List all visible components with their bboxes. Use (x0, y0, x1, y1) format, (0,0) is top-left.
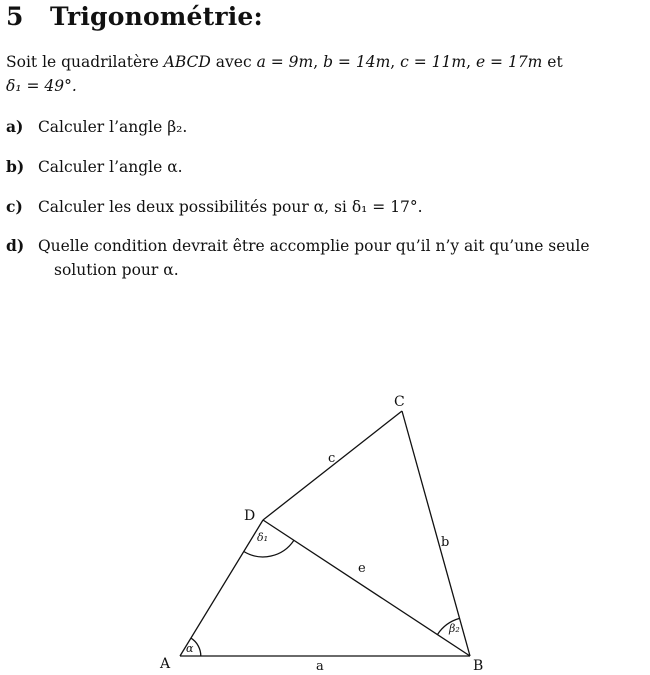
question-label: d) (6, 236, 25, 255)
question-label: a) (6, 117, 24, 136)
problem-statement: Soit le quadrilatère ABCD avec a = 9m, b = 14m, c = 11m, e = 17m et δ₁ = 49°. (6, 53, 563, 95)
vertex-b-label: B (473, 658, 484, 674)
vertex-d-label: D (244, 508, 256, 524)
question-text: Calculer les deux possibilités pour α, si δ₁ = 17°. (37, 198, 423, 216)
vertex-c-label: C (394, 394, 405, 410)
angle-beta2-label: β₂ (449, 622, 460, 635)
question-text-continued: solution pour α. (54, 261, 179, 279)
side-e-label: e (358, 561, 366, 576)
side-a-label: a (316, 659, 324, 674)
side-bc (402, 411, 470, 656)
value-e: e = 17m (475, 53, 543, 71)
quad-name: ABCD (163, 53, 211, 71)
value-c: c = 11m (400, 53, 467, 71)
question-text: Calculer l’angle α. (37, 158, 183, 176)
question-label: c) (6, 197, 23, 216)
question-label: b) (6, 157, 25, 176)
angle-arc-delta1 (244, 540, 294, 557)
side-b-label: b (441, 535, 450, 550)
value-delta1: δ₁ = 49°. (6, 77, 77, 95)
value-a: a = 9m (256, 53, 314, 71)
intro-text: Soit le quadrilatère (6, 53, 164, 71)
angle-delta1-label: δ₁ (257, 531, 269, 544)
section-number: 5 (6, 2, 24, 31)
angle-alpha-label: α (186, 642, 194, 655)
intro-text-avec: avec (210, 53, 257, 71)
side-c-label: c (328, 451, 336, 466)
vertex-a-label: A (160, 656, 171, 672)
section-heading: Trigonométrie: (50, 2, 263, 31)
intro-et: et (542, 53, 563, 71)
side-da (180, 520, 263, 656)
value-b: b = 14m (323, 53, 391, 71)
question-text: Quelle condition devrait être accomplie pour qu’il n’y ait qu’une seule (37, 237, 590, 255)
question-text: Calculer l’angle β₂. (37, 118, 188, 136)
